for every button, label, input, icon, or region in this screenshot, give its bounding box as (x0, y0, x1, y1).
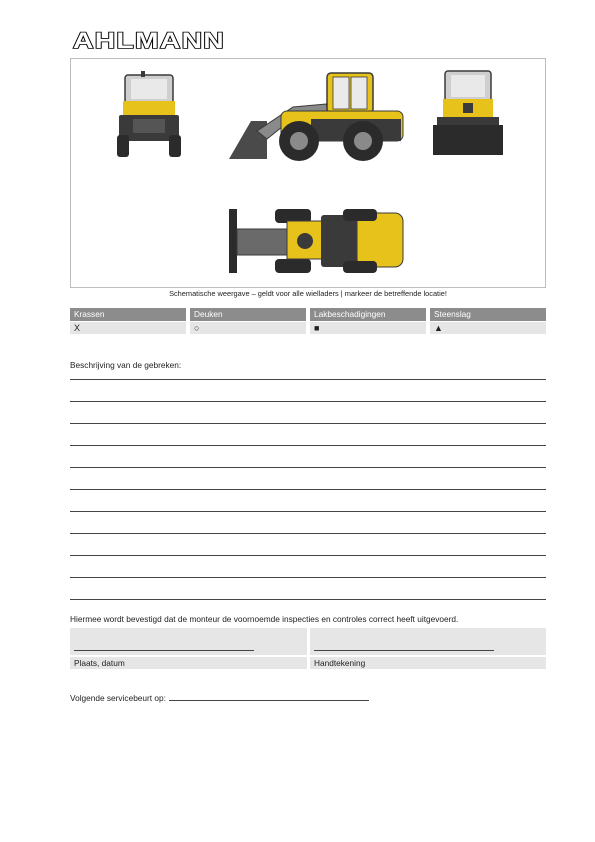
description-line[interactable] (70, 577, 546, 578)
wheel-loader-front-view (117, 71, 181, 157)
legend-symbol-lakbeschadigingen: ■ (310, 322, 426, 334)
description-line[interactable] (70, 489, 546, 490)
description-line[interactable] (70, 445, 546, 446)
wheel-loader-top-view (229, 209, 403, 273)
legend-header-krassen: Krassen (70, 308, 186, 321)
legend-header-lakbeschadigingen: Lakbeschadigingen (310, 308, 426, 321)
wheel-loader-side-view (229, 73, 403, 161)
description-label: Beschrijving van de gebreken: (70, 360, 182, 370)
ahlmann-logo (72, 29, 228, 51)
description-line[interactable] (70, 401, 546, 402)
signature-line (314, 650, 494, 651)
description-line[interactable] (70, 533, 546, 534)
next-service (70, 693, 369, 703)
next-service-label: Volgende servicebeurt op: (70, 693, 166, 703)
description-line[interactable] (70, 511, 546, 512)
place-date-line (74, 650, 254, 651)
description-line[interactable] (70, 599, 546, 600)
description-line[interactable] (70, 555, 546, 556)
confirmation-text: Hiermee wordt bevestigd dat de monteur de voornoemde inspecties en controles correct heeft uitgevoerd. (70, 614, 459, 624)
legend-header-steenslag: Steenslag (430, 308, 546, 321)
signature-field[interactable] (310, 628, 546, 655)
place-date-label: Plaats, datum (70, 657, 307, 669)
legend-symbol-deuken: ○ (190, 322, 306, 334)
legend-symbol-steenslag: ▲ (430, 322, 546, 334)
wheel-loader-rear-view (433, 71, 503, 155)
schematic-figure (70, 58, 546, 288)
description-line[interactable] (70, 467, 546, 468)
description-line[interactable] (70, 379, 546, 380)
svg-text:AHLMANN: AHLMANN (73, 29, 225, 51)
figure-caption: Schematische weergave – geldt voor alle wielladers | markeer de betreffende locatie! (169, 289, 447, 298)
description-line[interactable] (70, 423, 546, 424)
place-date-field[interactable] (70, 628, 307, 655)
legend-symbol-krassen: X (70, 322, 186, 334)
next-service-date-field[interactable] (169, 693, 369, 701)
signature-label: Handtekening (310, 657, 546, 669)
damage-legend (70, 308, 546, 334)
legend-header-deuken: Deuken (190, 308, 306, 321)
